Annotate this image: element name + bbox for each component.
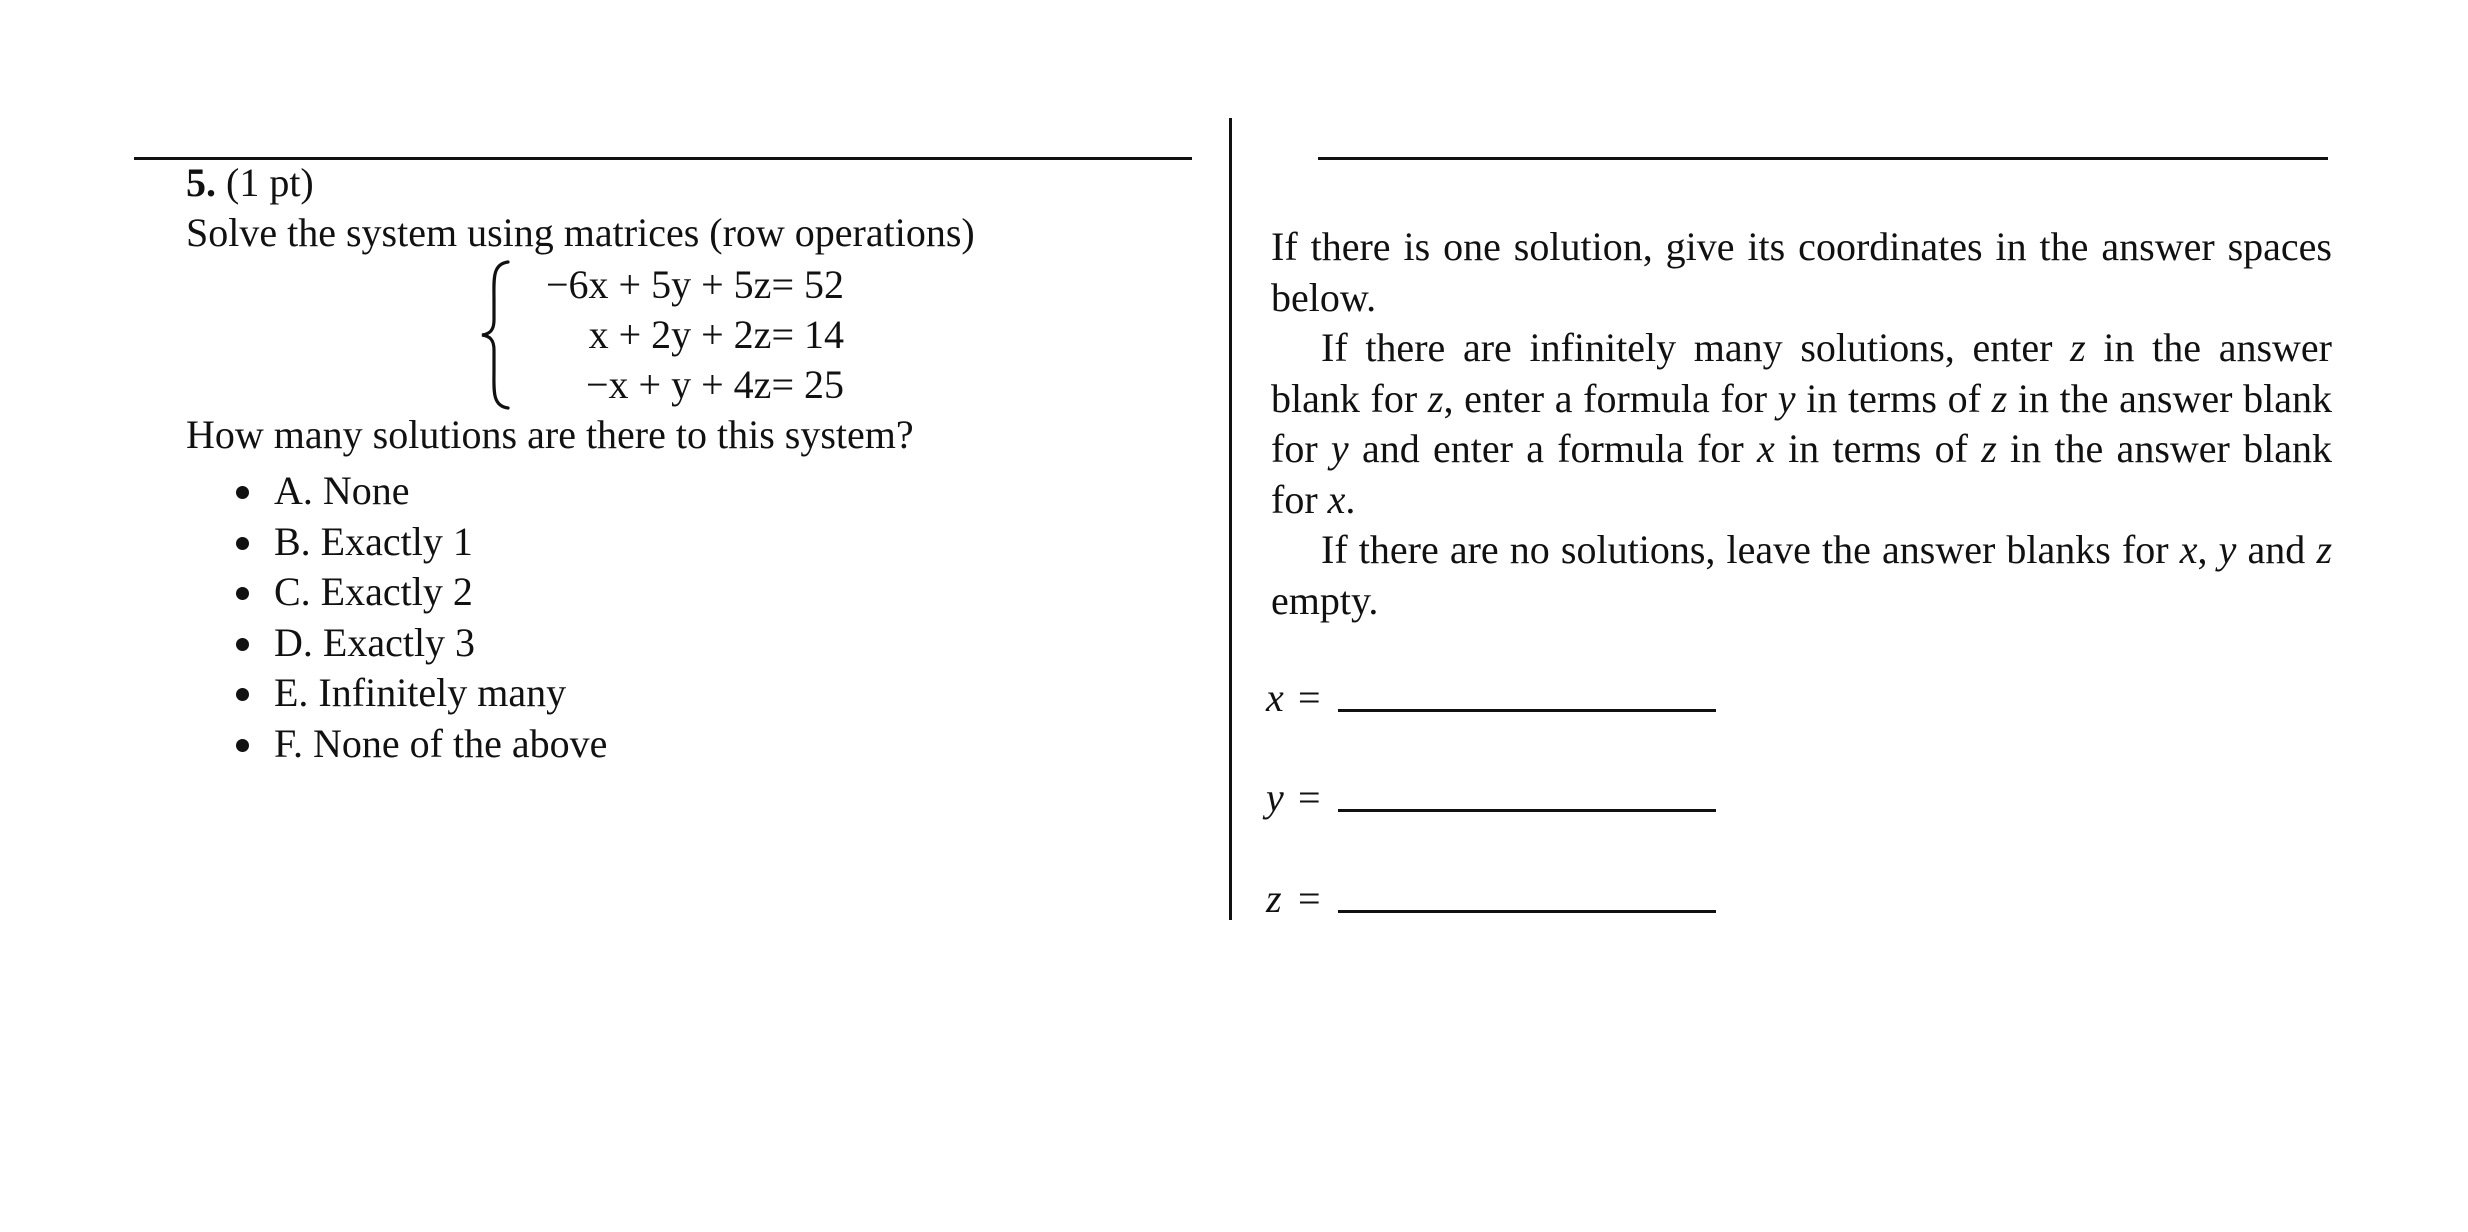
problem-column xyxy=(186,158,1196,769)
bullet-icon xyxy=(236,638,249,651)
var-z: z xyxy=(1991,375,2008,421)
text: If there are no solutions, leave the answer blanks for xyxy=(1321,527,2180,572)
var-x: x xyxy=(2179,527,2198,572)
equation-1-rhs: = 52 xyxy=(771,262,844,307)
problem-header xyxy=(186,158,1196,208)
choice-label: D. Exactly 3 xyxy=(274,619,476,665)
equation-1 xyxy=(524,260,844,310)
equation-2-rhs: = 14 xyxy=(771,312,844,357)
choice-item-e[interactable] xyxy=(186,668,1196,719)
var-z: z xyxy=(1427,375,1444,421)
equation-list xyxy=(524,260,844,410)
equals-sign: = xyxy=(1298,675,1321,720)
choice-list xyxy=(186,466,1196,769)
var-x: x xyxy=(1327,476,1346,522)
question-text: How many solutions are there to this system? xyxy=(186,412,914,457)
bullet-icon xyxy=(236,486,249,499)
var-z: z xyxy=(1981,426,1997,471)
text: in the answer blank for xyxy=(1271,325,2332,421)
equation-2 xyxy=(524,310,844,360)
equals-sign: = xyxy=(1298,876,1321,921)
text: in terms of xyxy=(1795,375,1992,421)
instruction-no-solutions xyxy=(1271,525,2332,626)
text: and xyxy=(2236,527,2317,572)
answer-label-z: z xyxy=(1266,876,1282,921)
answer-row-x xyxy=(1266,668,1726,728)
text: in the answer blank for xyxy=(1271,375,2332,471)
choice-label: B. Exactly 1 xyxy=(274,518,473,564)
equation-3-lhs: −x + y + 4z xyxy=(586,362,772,407)
text: in terms of xyxy=(1774,426,1982,471)
problem-number: 5. xyxy=(186,160,216,205)
answer-blank-y[interactable] xyxy=(1338,809,1716,812)
instruction-one-solution: If there is one solution, give its coordinates in the answer spaces below. xyxy=(1271,224,2332,320)
text: empty. xyxy=(1271,577,1379,623)
text: , xyxy=(2197,527,2219,572)
var-z: z xyxy=(2316,527,2333,572)
choice-item-d[interactable] xyxy=(186,618,1196,669)
bullet-icon xyxy=(236,739,249,752)
choice-item-b[interactable] xyxy=(186,517,1196,568)
var-x: x xyxy=(1757,426,1775,471)
equation-3 xyxy=(524,360,844,410)
choice-label: E. Infinitely many xyxy=(274,670,567,715)
equation-3-rhs: = 25 xyxy=(771,362,844,407)
choice-item-c[interactable] xyxy=(186,567,1196,618)
var-z: z xyxy=(2070,325,2086,370)
text: and enter a formula for xyxy=(1348,426,1758,471)
right-top-rule xyxy=(1318,157,2328,160)
equation-1-lhs: −6x + 5y + 5z xyxy=(546,262,772,307)
answer-blank-x[interactable] xyxy=(1338,709,1716,712)
text: . xyxy=(1345,476,1356,522)
bullet-icon xyxy=(236,587,249,600)
problem-instruction: Solve the system using matrices (row operations) xyxy=(186,210,975,255)
instruction-infinite-solutions xyxy=(1271,323,2332,525)
choice-item-a[interactable] xyxy=(186,466,1196,517)
choice-item-f[interactable] xyxy=(186,719,1196,770)
text: If there are infinitely many solutions, enter xyxy=(1321,325,2071,370)
var-y: y xyxy=(1330,426,1349,471)
equals-sign: = xyxy=(1298,775,1321,820)
choice-label: C. Exactly 2 xyxy=(274,569,473,614)
bullet-icon xyxy=(236,688,249,701)
text: in the answer blank for xyxy=(1271,426,2332,522)
answer-row-z xyxy=(1266,869,1726,929)
text: , enter a formula for xyxy=(1443,375,1778,421)
var-y: y xyxy=(2218,527,2237,572)
column-divider xyxy=(1229,118,1232,920)
choice-label: A. None xyxy=(274,468,410,513)
answer-label-y: y xyxy=(1266,775,1284,820)
left-brace xyxy=(478,260,518,410)
equation-system xyxy=(478,260,1196,410)
answer-blank-z[interactable] xyxy=(1338,910,1716,913)
choice-label: F. None of the above xyxy=(274,720,608,766)
answer-row-y xyxy=(1266,768,1726,828)
answer-label-x: x xyxy=(1266,675,1284,720)
instructions-column xyxy=(1271,222,2332,626)
problem-points: (1 pt) xyxy=(226,160,314,205)
equation-2-lhs: x + 2y + 2z xyxy=(588,312,772,357)
bullet-icon xyxy=(236,537,249,550)
var-y: y xyxy=(1777,375,1796,421)
